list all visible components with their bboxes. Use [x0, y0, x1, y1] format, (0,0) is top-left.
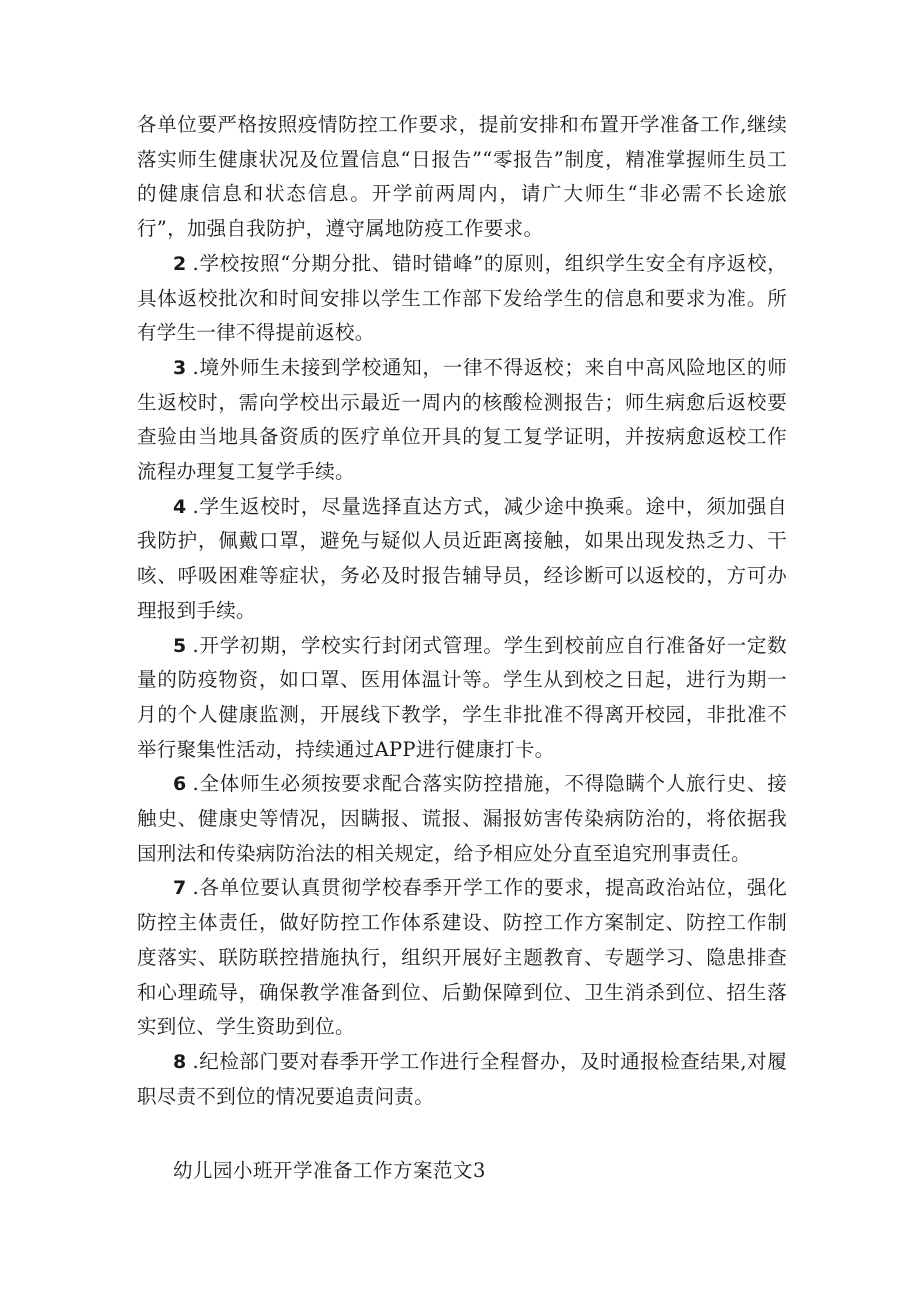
paragraph-item-8 — [137, 1045, 787, 1114]
item-number: 6 — [173, 773, 187, 796]
paragraph-item-5 — [137, 629, 787, 768]
paragraph-item-3 — [137, 351, 787, 490]
item-number: 3 — [173, 356, 187, 379]
section-spacer — [137, 1114, 787, 1154]
paragraph-text: .学生返校时，尽量选择直达方式，减少途中换乘。途中，须加强自我防护，佩戴口罩，避免与疑似人员近距离接触，如果出现发热乏力、干咳、呼吸困难等症状，务必及时报告辅导员，经诊断可以返校的，方可办理报到手续。 — [137, 494, 787, 622]
item-number: 8 — [173, 1050, 187, 1073]
paragraph-text: .全体师生必须按要求配合落实防控措施，不得隐瞒个人旅行史、接触史、健康史等情况，因瞒报、谎报、漏报妨害传染病防治的，将依据我国刑法和传染病防治法的相关规定，给予相应处分直至追究刑事责任。 — [137, 772, 787, 865]
paragraph-intro — [137, 108, 787, 247]
paragraph-text: .各单位要认真贯彻学校春季开学工作的要求，提高政治站位，强化防控主体责任，做好防控工作体系建设、防控工作方案制定、防控工作制度落实、联防联控措施执行，组织开展好主题教育、专题学习、隐患排查和心理疏导，确保教学准备到位、后勤保障到位、卫生消杀到位、招生落实到位、学生资助到位。 — [137, 876, 787, 1039]
paragraph-item-6 — [137, 767, 787, 871]
item-number: 5 — [173, 634, 187, 657]
paragraph-text: 各单位要严格按照疫情防控工作要求，提前安排和布置开学准备工作,继续落实师生健康状况及位置信息“日报告”“零报告”制度，精准掌握师生员工的健康信息和状态信息。开学前两周内，请广大师生“非必需不长途旅行”，加强自我防护，遵守属地防疫工作要求。 — [137, 113, 787, 241]
document-body — [137, 108, 787, 1189]
paragraph-item-2 — [137, 247, 787, 351]
item-number: 7 — [173, 877, 187, 900]
item-number: 4 — [173, 495, 187, 518]
paragraph-text: .学校按照“分期分批、错时错峰”的原则，组织学生安全有序返校，具体返校批次和时间安排以学生工作部下发给学生的信息和要求为准。所有学生一律不得提前返校。 — [137, 251, 787, 345]
paragraph-text: .境外师生未接到学校通知，一律不得返校；来自中高风险地区的师生返校时，需向学校出示最近一周内的核酸检测报告；师生病愈后返校要查验由当地具备资质的医疗单位开具的复工复学证明，并按病愈返校工作流程办理复工复学手续。 — [137, 355, 787, 484]
item-number: 2 — [173, 252, 187, 275]
paragraph-item-7 — [137, 871, 787, 1045]
next-section-title: 幼儿园小班开学准备工作方案范文3 — [173, 1159, 486, 1183]
paragraph-text: .开学初期，学校实行封闭式管理。学生到校前应自行准备好一定数量的防疫物资，如口罩、医用体温计等。学生从到校之日起，进行为期一月的个人健康监测，开展线下教学，学生非批准不得离开校园，非批准不举行聚集性活动，持续通过APP进行健康打卡。 — [137, 633, 787, 761]
paragraph-item-4 — [137, 490, 787, 629]
paragraph-text: .纪检部门要对春季开学工作进行全程督办，及时通报检查结果,对履职尽责不到位的情况要追责问责。 — [137, 1049, 787, 1108]
